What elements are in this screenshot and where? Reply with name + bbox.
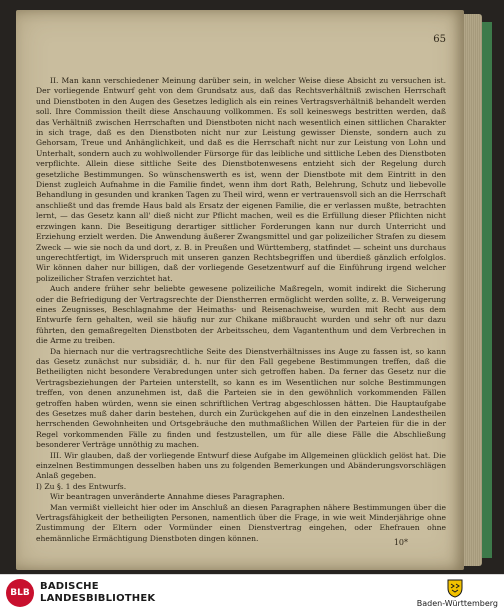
printer-signature: 10* [393,538,408,547]
paragraph: Auch andere früher sehr beliebte gewesene polizeiliche Maßregeln, womit indirekt die Sicherung oder die Befriedigung der Vertragsrechte der Dienstherren ermöglicht werden sollte, z. B. Verweigerung eines Zeugnisses, Beschlagnahme der Heimaths- und Reisenachweise, wurden mit Recht aus dem Entwurfe fern gehalten, weil sie häufig nur zur Chikane mißbraucht wurden und sehr oft nur dazu führten, den gemaßregelten Dienstboten der Arbeitsscheu, dem Vagantenthum und dem Verbrechen in die Arme zu treiben. [36,284,446,346]
paragraph: I) Zu §. 1 des Entwurfs. [36,481,127,491]
book-page [16,10,464,570]
blb-logo[interactable]: BLB [6,579,34,607]
paragraph: Man vermißt vielleicht hier oder im Anschluß an diesen Paragraphen nähere Bestimmungen über die Vertragsfähigkeit der betheiligten Personen, namentlich über die Frage, in wie weit Minderjährige ohne Zustimmung der Eltern oder Vormünder einen Dienstvertrag eingehen, oder Ehefrauen ohne ehemännliche Ermächtigung Dienstboten dingen können. [36,502,446,543]
paragraph: II. Man kann verschiedener Meinung darüber sein, in welcher Weise diese Absicht zu versuchen ist. Der vorliegende Entwurf geht von dem Grundsatz aus, daß das Rechtsverhältniß zwischen Herrschaft und Dienstboten in den Augen des Gesetzes lediglich als ein reines Vertragsverhältniß behandelt werden soll. Ihre Commission theilt diese Anschauung vollkommen. Es soll keineswegs bestritten werden, daß das Verhältniß zwischen Herrschaften und Dienstboten nicht nach wesentlich einen sittlichen Charakter in sich trage, daß es den Dienstboten nicht nur zur Leistung gewisser Dienste, sondern auch zu Gehorsam, Treue und Anhänglichkeit, und daß es die Herrschaft nicht nur zur Leistung von Lohn und Unterhalt, sondern auch zu wohlwollender Fürsorge für das leibliche und sittliche Leben des Dienstboten verpflichte. Allein diese sittliche Seite des Dienstbotenwesens entzieht sich der Regelung durch gesetzliche Bestimmungen. So wünschenswerth es ist, wenn der Dienstbote mit dem Eintritt in den Dienst zugleich Aufnahme in die Familie findet, wenn ihm dort Rath, Belehrung, Schutz und liebevolle Behandlung in gesunden und kranken Tagen zu Theil wird, wenn er vertrauensvoll sich an die Herrschaft anschließt und das fremde Haus bald als Ersatz der eigenen Familie, die er verlassen mußte, betrachten lernt, — das Gesetz kann all' dieß nicht zur Pflicht machen, weil es die Erfüllung dieser Pflichten nicht erzwingen kann. Die Beseitigung derartiger sittlicher Forderungen kann nur durch Unterricht und Erziehung erzielt werden. Die Anwendung äußerer Zwangsmittel und gar polizeilicher Strafen zu diesem Zweck — wie sie noch da und dort, z. B. in Preußen und Württemberg, statfindet — scheint uns durchaus ungerechtfertigt, im Widerspruch mit unseren ganzen Rechtsbegriffen und überdieß gänzlich erfolglos. Wir können daher nur billigen, daß der vorliegende Gesetzentwurf auf die Einführung irgend welcher polizeilicher Strafen verzichtet hat. [36,76,446,283]
page-edges [464,14,482,566]
page-text [36,76,446,544]
blb-name-line1: BADISCHE [40,581,99,592]
bw-name[interactable]: Baden-Württemberg [416,599,498,608]
page-number: 65 [433,34,446,45]
book-spine [482,22,492,558]
paragraph: III. Wir glauben, daß der vorliegende Entwurf diese Aufgabe im Allgemeinen glücklich gelöst hat. Die einzelnen Bestimmungen desselben haben uns zu folgenden Bemerkungen und Abänderungsvorschlägen Anlaß gegeben. [36,450,446,481]
library-footer [0,574,504,611]
coat-of-arms-icon [444,577,466,599]
paragraph: Wir beantragen unveränderte Annahme dieses Paragraphen. [50,492,285,502]
paragraph: Da hiernach nur die vertragsrechtliche Seite des Dienstverhältnisses ins Auge zu fassen ist, so kann das Gesetz zunächst nur subsidiär, d. h. nur für den Fall gegebene Bestimmungen treffen, daß die Betheiligten nicht besondere Verabredungen unter sich getroffen haben. Da ferner das Gesetz nur die Vertragsbeziehungen der Parteien unterstellt, so kann es im Wesentlichen nur solche Bestimmungen treffen, von denen anzunehmen ist, daß die Parteien sie in den gewöhnlich vorkommenden Fällen getroffen haben würden, wenn sie einen schriftlichen Vertrag abgeschlossen hätten. Die Hauptaufgabe des Gesetzes muß daher darin bestehen, durch ein Zurückgehen auf die in den einzelnen Landestheilen herrschenden Gewohnheiten und Ortsgebräuche den muthmaßlichen Willen der Parteien für die in der Regel vorkommenden Fälle zu finden und festzustellen, um für alle diese Fälle die Abschließung besonderer Verträge unnöthig zu machen. [36,346,446,450]
blb-name[interactable] [40,581,155,605]
blb-name-line2: LANDESBIBLIOTHEK [40,593,156,604]
